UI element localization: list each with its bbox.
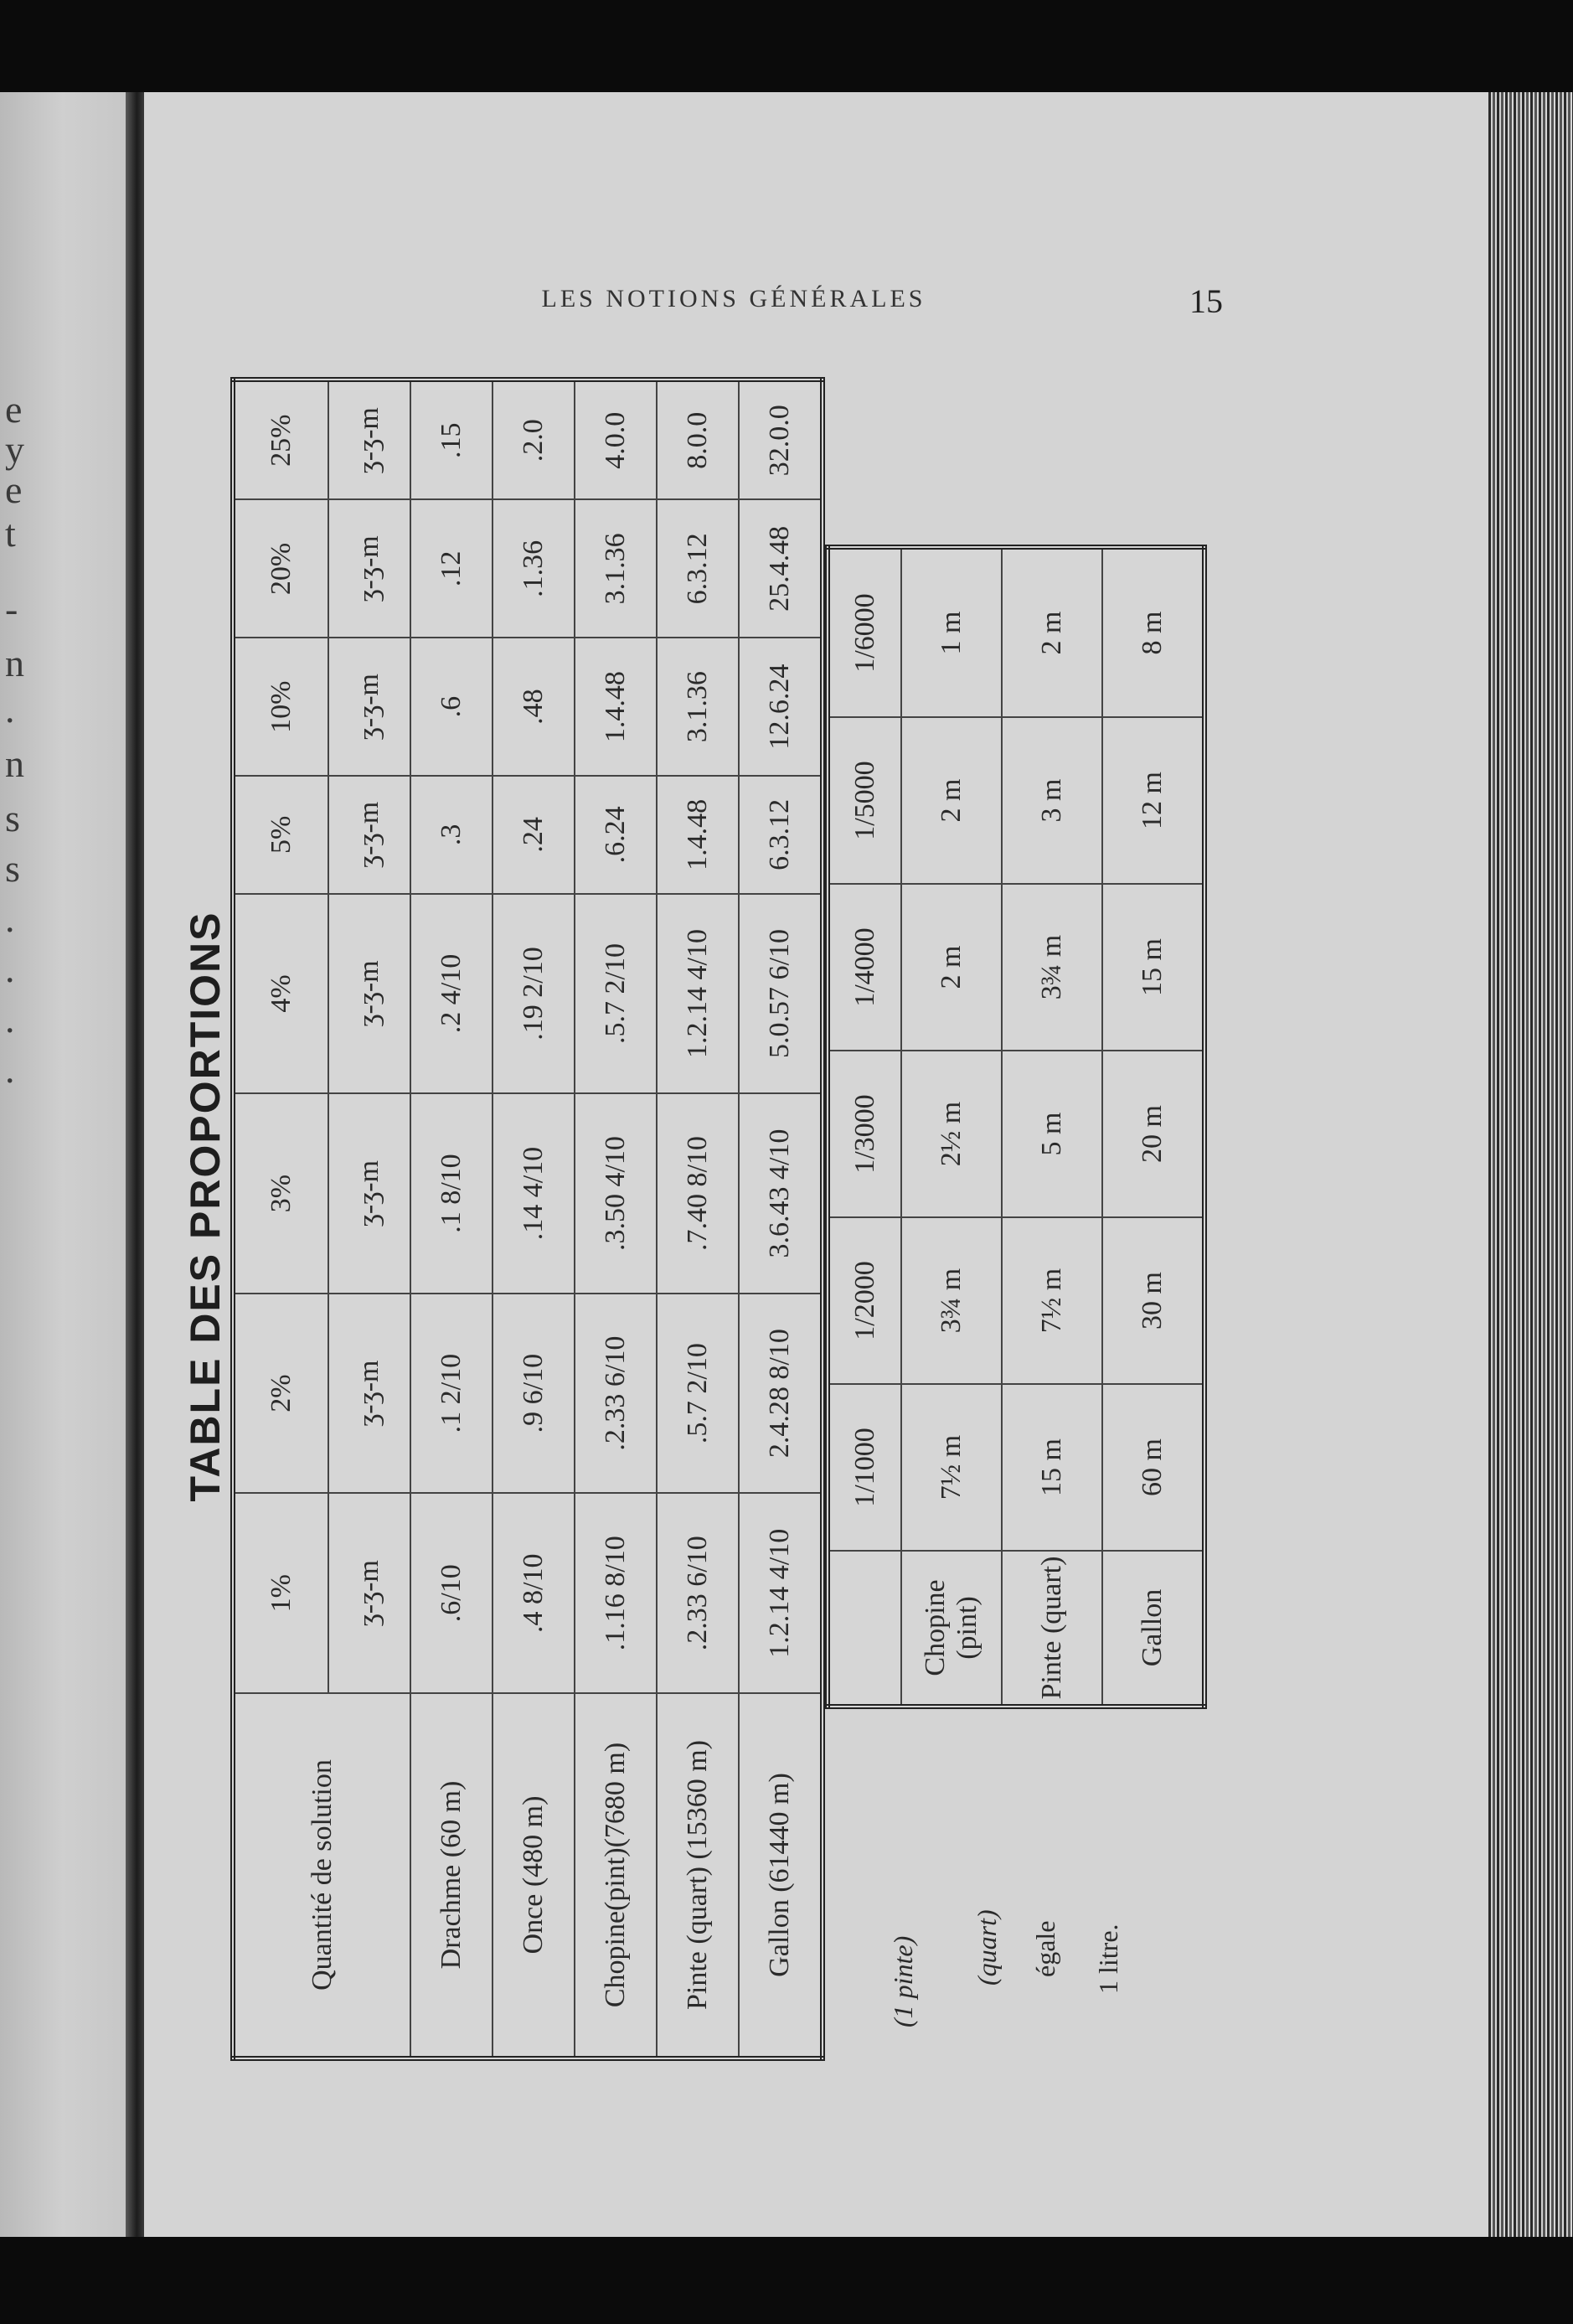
table-cell: 4.0.0 — [575, 380, 657, 500]
column-header: 1/5000 — [828, 717, 901, 884]
title-wrapper — [172, 888, 239, 1525]
unit-cell: ʒ-ʒ-m — [328, 1294, 410, 1494]
table-cell: 1 m — [901, 547, 1002, 717]
table-cell: 7½ m — [901, 1384, 1002, 1551]
table-cell: .12 — [410, 500, 493, 638]
table-row — [739, 380, 823, 2058]
table-cell: .19 2/10 — [493, 894, 575, 1094]
table-cell: .4 8/10 — [493, 1493, 575, 1693]
unit-cell: ʒ-ʒ-m — [328, 380, 410, 500]
column-header: 2% — [233, 1294, 328, 1494]
table-cell: 25.4.48 — [739, 500, 823, 638]
table-cell: .6 — [410, 638, 493, 776]
side-note-text: égale — [1030, 1920, 1060, 1977]
row-label: Chopine(pint)(7680 m) — [575, 1693, 657, 2058]
corner-label: Quantité de solution — [233, 1693, 410, 2058]
column-header: 3% — [233, 1093, 328, 1294]
table-cell: 5 m — [1002, 1051, 1102, 1217]
column-header: 5% — [233, 776, 328, 894]
unit-cell: ʒ-ʒ-m — [328, 638, 410, 776]
table-row — [901, 547, 1002, 1707]
table-cell: .9 6/10 — [493, 1294, 575, 1494]
table-cell: .6.24 — [575, 776, 657, 894]
table-row — [657, 380, 739, 2058]
page-stack-edge — [1488, 92, 1573, 2237]
table-cell: 20 m — [1102, 1051, 1204, 1217]
table-cell: 3.1.36 — [575, 500, 657, 638]
side-note-line — [1093, 1924, 1124, 1994]
left-page-text: y — [5, 428, 24, 471]
table-cell: 2 m — [1002, 547, 1102, 717]
table-cell: 15 m — [1002, 1384, 1102, 1551]
table-cell: 12 m — [1102, 717, 1204, 884]
column-header: 1/2000 — [828, 1217, 901, 1384]
table-cell: .1.16 8/10 — [575, 1493, 657, 1693]
row-label: Pinte (quart) — [1002, 1551, 1102, 1707]
side-note-text: 1 litre. — [1093, 1924, 1123, 1994]
table-cell: .6/10 — [410, 1493, 493, 1693]
table-header-row — [828, 547, 901, 1707]
unit-cell: ʒ-ʒ-m — [328, 894, 410, 1094]
left-page-text: n — [5, 742, 24, 785]
table-cell: 2 m — [901, 884, 1002, 1051]
table-row — [1002, 547, 1102, 1707]
row-label: Once (480 m) — [493, 1693, 575, 2058]
left-page-edge — [0, 92, 126, 2237]
table-cell: 3.1.36 — [657, 638, 739, 776]
table-cell: .1 2/10 — [410, 1294, 493, 1494]
column-header: 1/4000 — [828, 884, 901, 1051]
left-page-text: . — [5, 1048, 15, 1091]
corner-cell — [828, 1551, 901, 1707]
column-header: 25% — [233, 380, 328, 500]
side-note-line — [888, 1936, 919, 2027]
left-page-text: e — [5, 468, 23, 511]
table-cell: 2 m — [901, 717, 1002, 884]
row-label: Gallon (61440 m) — [739, 1693, 823, 2058]
row-label: Pinte (quart) (15360 m) — [657, 1693, 739, 2058]
left-page-text: s — [5, 847, 20, 890]
table-cell: 1.2.14 4/10 — [657, 894, 739, 1094]
table-cell: .2 4/10 — [410, 894, 493, 1094]
table-cell: .24 — [493, 776, 575, 894]
table-row — [1102, 547, 1204, 1707]
table-cell: .5.7 2/10 — [657, 1294, 739, 1494]
left-page-text: . — [5, 688, 15, 731]
side-note-line — [1030, 1921, 1061, 1978]
left-page-text: . — [5, 897, 15, 940]
table-cell: .14 4/10 — [493, 1093, 575, 1294]
table-cell: 32.0.0 — [739, 380, 823, 500]
table-cell: 3.6.43 4/10 — [739, 1093, 823, 1294]
table-cell: .1 8/10 — [410, 1093, 493, 1294]
column-header: 1% — [233, 1493, 328, 1693]
column-header: 10% — [233, 638, 328, 776]
table-cell: .7.40 8/10 — [657, 1093, 739, 1294]
left-page-text: - — [5, 587, 18, 630]
table-cell: 60 m — [1102, 1384, 1204, 1551]
table-cell: 1.2.14 4/10 — [739, 1493, 823, 1693]
table-cell: 3¾ m — [1002, 884, 1102, 1051]
left-page-text: . — [5, 998, 15, 1041]
table-cell: 7½ m — [1002, 1217, 1102, 1384]
table-cell: .15 — [410, 380, 493, 500]
table-cell: .5.7 2/10 — [575, 894, 657, 1094]
left-page-text: e — [5, 388, 23, 431]
book-gutter — [126, 92, 144, 2237]
table-cell: .2.33 6/10 — [575, 1294, 657, 1494]
unit-cell: ʒ-ʒ-m — [328, 776, 410, 894]
table-cell: 3¾ m — [901, 1217, 1002, 1384]
row-label: Chopine (pint) — [901, 1551, 1002, 1707]
table-cell: .2.33 6/10 — [657, 1493, 739, 1693]
side-note-text: (1 pinte) — [888, 1935, 918, 2027]
table-cell: 6.3.12 — [657, 500, 739, 638]
table-header-row — [233, 380, 328, 2058]
column-header: 1/3000 — [828, 1051, 901, 1217]
table-cell: 6.3.12 — [739, 776, 823, 894]
unit-cell: ʒ-ʒ-m — [328, 1093, 410, 1294]
left-page-text: s — [5, 797, 20, 839]
table-cell: 5.0.57 6/10 — [739, 894, 823, 1094]
table-cell: .3.50 4/10 — [575, 1093, 657, 1294]
table-cell: 12.6.24 — [739, 638, 823, 776]
side-note-line — [972, 1909, 1003, 1986]
table-cell: .2.0 — [493, 380, 575, 500]
column-header: 1/6000 — [828, 547, 901, 717]
table-cell: 1.4.48 — [657, 776, 739, 894]
table-cell: 2½ m — [901, 1051, 1002, 1217]
left-page-text: . — [5, 948, 15, 990]
table-cell: 30 m — [1102, 1217, 1204, 1384]
unit-cell: ʒ-ʒ-m — [328, 1493, 410, 1693]
left-page-text: t — [5, 512, 16, 555]
column-header: 20% — [233, 500, 328, 638]
table-cell: 3 m — [1002, 717, 1102, 884]
table-cell: 15 m — [1102, 884, 1204, 1051]
column-header: 4% — [233, 894, 328, 1094]
running-title: LES NOTIONS GÉNÉRALES — [541, 285, 926, 312]
table-cell: .3 — [410, 776, 493, 894]
table-cell: 8.0.0 — [657, 380, 739, 500]
column-header: 1/1000 — [828, 1384, 901, 1551]
side-note-text: (quart) — [972, 1909, 1002, 1986]
table-cell: 2.4.28 8/10 — [739, 1294, 823, 1494]
table-row — [575, 380, 657, 2058]
table-cell: .48 — [493, 638, 575, 776]
table-row — [410, 380, 493, 2058]
page-number: 15 — [1189, 282, 1223, 320]
table-cell: 8 m — [1102, 547, 1204, 717]
table-row — [493, 380, 575, 2058]
row-label: Gallon — [1102, 1551, 1204, 1707]
proportion-table — [230, 377, 825, 2061]
table-cell: .1.36 — [493, 500, 575, 638]
ratio-table — [825, 545, 1207, 1709]
left-page-text: n — [5, 642, 24, 684]
table-cell: 1.4.48 — [575, 638, 657, 776]
unit-cell: ʒ-ʒ-m — [328, 500, 410, 638]
row-label: Drachme (60 m) — [410, 1693, 493, 2058]
page-title: TABLE DES PROPORTIONS — [182, 911, 229, 1502]
